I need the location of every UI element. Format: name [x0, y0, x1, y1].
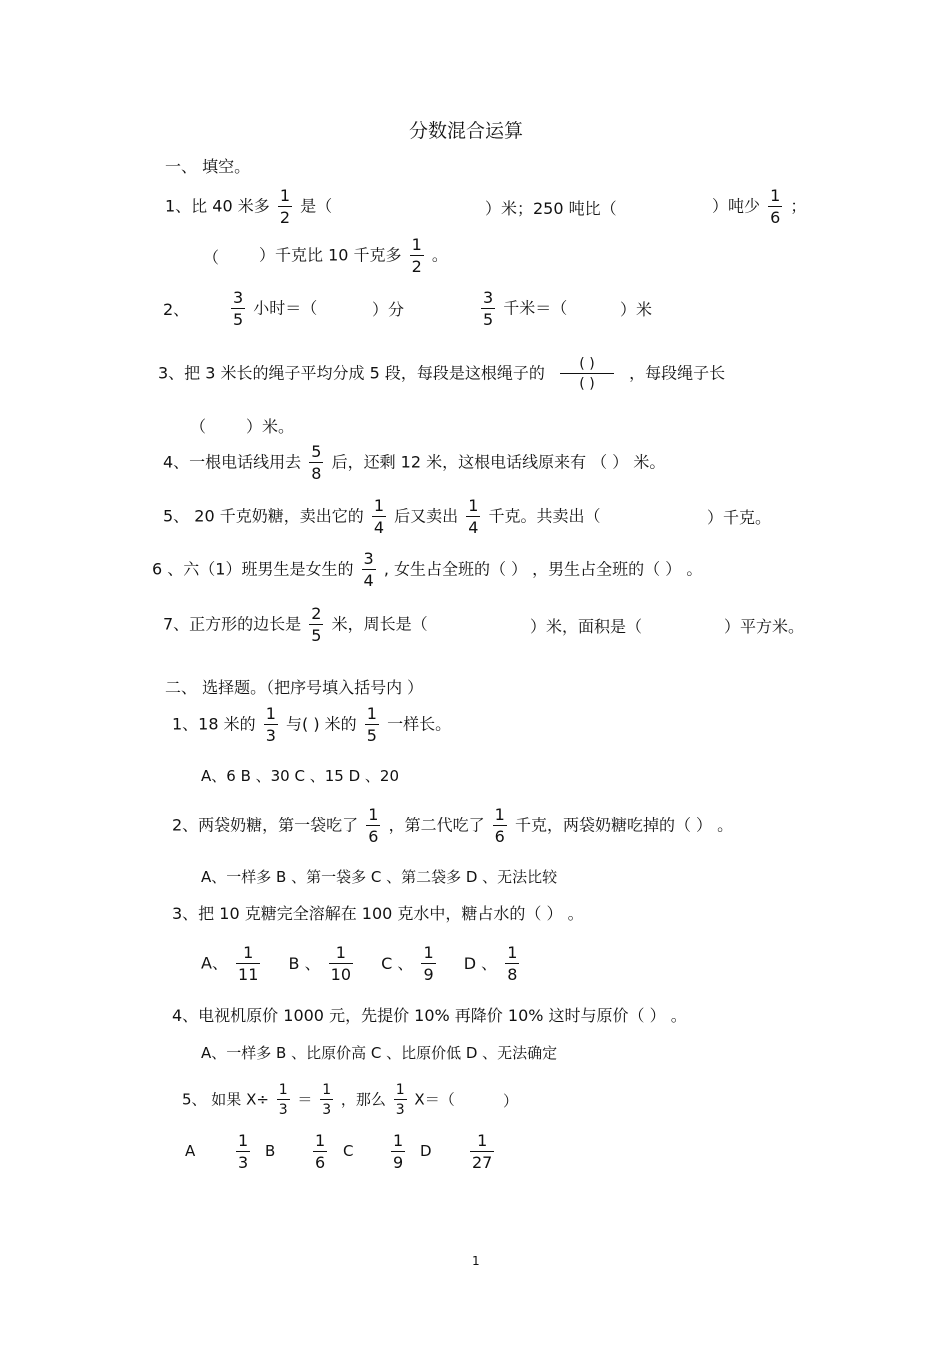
- question-1-1: 1、比 40 米多 $\frac{1}{2}$ 是（: [165, 186, 333, 227]
- question-1-1-line2-open: （: [203, 248, 220, 267]
- question-1-1-line2: ）千克比 10 千克多 $\frac{1}{2}$ 。: [259, 235, 448, 276]
- fraction: $\frac{1}{9}$: [393, 1131, 404, 1172]
- question-1-3-line2: ）米。: [246, 417, 295, 436]
- question-2-5-close: ）: [503, 1092, 519, 1110]
- section1-heading: 一、 填空。: [165, 157, 251, 176]
- question-1-2-number: 2、: [163, 300, 190, 319]
- question-1-6: 6 、六（1）班男生是女生的 $\frac{3}{4}$ , 女生占全班的（ ） ，男生占全班的（ ） 。: [152, 549, 703, 590]
- fraction: $\frac{1}{3}$: [265, 704, 276, 745]
- section2-heading: 二、 选择题。（把序号填入括号内 ）: [165, 678, 424, 697]
- question-2-2-options: A、一样多 B 、第一袋多 C 、第二袋多 D 、无法比较: [201, 868, 558, 886]
- fraction: $\frac{1}{5}$: [366, 704, 377, 745]
- fraction: $\frac{1}{9}$: [423, 943, 434, 984]
- question-2-5-fracA: [233, 1133, 253, 1171]
- question-2-1-options: A、6 B 、30 C 、15 D 、20: [201, 767, 399, 785]
- question-2-3: 3、把 10 克糖完全溶解在 100 克水中，糖占水的（ ） 。: [172, 904, 584, 923]
- question-2-5-fracB: [310, 1133, 330, 1171]
- question-1-5-end: ）千克。: [707, 508, 772, 527]
- question-2-5-optC: C: [343, 1142, 354, 1160]
- question-1-3-line2-open: （: [190, 417, 207, 436]
- fraction: $\frac{1}{6}$: [368, 805, 379, 846]
- question-1-2-c: $\frac{3}{5}$ 千米＝（: [483, 288, 568, 329]
- question-1-4: 4、一根电话线用去 $\frac{5}{8}$ 后，还剩 12 米，这根电话线原来有 （ ） 米。: [163, 442, 666, 483]
- fraction: $\frac{1}{3}$: [395, 1082, 405, 1118]
- fraction: $\frac{1}{6}$: [494, 805, 505, 846]
- question-1-3: 3、把 3 米长的绳子平均分成 5 段，每段是这根绳子的 $\frac{( )}{( )}$ ，每段绳子长: [158, 356, 726, 392]
- question-2-5: 5、 如果 X÷ $\frac{1}{3}$ ＝ $\frac{1}{3}$ ，那么 $\frac{1}{3}$ X＝（: [182, 1082, 455, 1118]
- question-2-5-optB: B: [265, 1142, 276, 1160]
- question-1-1-end: ）吨少 $\frac{1}{6}$ ；: [712, 186, 807, 227]
- fraction: $\frac{1}{3}$: [238, 1131, 249, 1172]
- question-2-2: 2、两袋奶糖，第一袋吃了 $\frac{1}{6}$ ，第二代吃了 $\frac{1}{6}$ 千克，两袋奶糖吃掉的（ ） 。: [172, 805, 734, 846]
- question-1-2-d: ）米: [620, 300, 653, 319]
- question-2-1: 1、18 米的 $\frac{1}{3}$ 与( ) 米的 $\frac{1}{5}$ 一样长。: [172, 704, 452, 745]
- question-1-5: 5、 20 千克奶糖，卖出它的 $\frac{1}{4}$ 后又卖出 $\frac{1}{4}$ 千克。共卖出（: [163, 496, 601, 537]
- fraction: $\frac{2}{5}$: [311, 604, 322, 645]
- fraction: $\frac{5}{8}$: [311, 442, 322, 483]
- fraction: $\frac{1}{6}$: [315, 1131, 326, 1172]
- fraction-blank: $\frac{( )}{( )}$: [560, 357, 614, 391]
- question-2-5-optA: A: [185, 1142, 196, 1160]
- question-2-3-options: A、 $\frac{1}{11}$ B 、 $\frac{1}{10}$ C 、 $\frac{1}{9}$ D 、 $\frac{1}{8}$: [201, 943, 518, 984]
- question-2-5-fracD: [467, 1133, 497, 1171]
- fraction: $\frac{1}{8}$: [507, 943, 518, 984]
- fraction: $\frac{1}{6}$: [770, 186, 781, 227]
- fraction: $\frac{1}{4}$: [373, 496, 384, 537]
- fraction: $\frac{1}{2}$: [411, 235, 422, 276]
- fraction: $\frac{1}{3}$: [278, 1082, 288, 1118]
- question-1-7-mid: ）米，面积是（: [530, 617, 643, 636]
- question-2-5-fracC: [388, 1133, 408, 1171]
- question-1-2-b: ）分: [372, 300, 405, 319]
- question-2-5-optD: D: [420, 1142, 432, 1160]
- fraction: $\frac{1}{10}$: [330, 943, 352, 984]
- fraction: $\frac{3}{4}$: [363, 549, 374, 590]
- question-2-4: 4、电视机原价 1000 元，先提价 10% 再降价 10% 这时与原价（ ） 。: [172, 1006, 687, 1025]
- fraction: $\frac{3}{5}$: [233, 288, 244, 329]
- page-number: 1: [472, 1254, 480, 1268]
- question-1-1-cont: ）米；250 吨比（: [485, 199, 617, 218]
- fraction: $\frac{1}{11}$: [238, 943, 259, 984]
- fraction: $\frac{1}{3}$: [322, 1082, 332, 1118]
- question-1-7-end: ）平方米。: [724, 617, 805, 636]
- fraction: $\frac{1}{27}$: [472, 1131, 493, 1172]
- fraction: $\frac{1}{2}$: [279, 186, 290, 227]
- fraction: $\frac{1}{4}$: [468, 496, 479, 537]
- question-1-7: 7、正方形的边长是 $\frac{2}{5}$ 米，周长是（: [163, 604, 428, 645]
- question-2-4-options: A、一样多 B 、比原价高 C 、比原价低 D 、无法确定: [201, 1044, 558, 1062]
- question-1-2-a: $\frac{3}{5}$ 小时＝（: [233, 288, 318, 329]
- fraction: $\frac{3}{5}$: [483, 288, 494, 329]
- page-title: 分数混合运算: [409, 120, 524, 142]
